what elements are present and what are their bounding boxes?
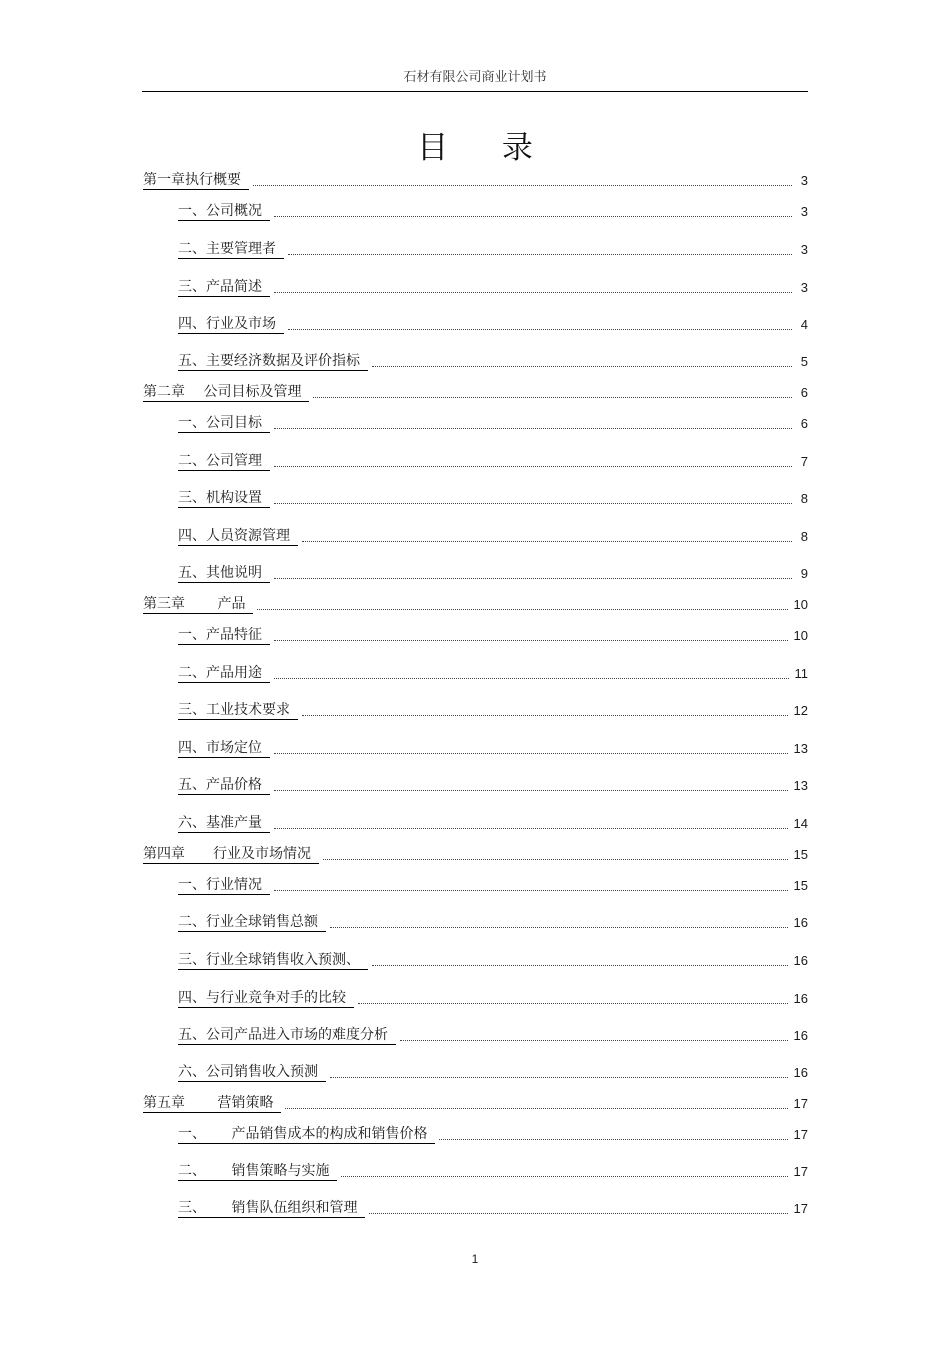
toc-section-entry[interactable] [178, 875, 808, 895]
toc-entry-page: 6 [800, 416, 808, 431]
toc-section-entry[interactable] [178, 775, 808, 795]
toc-entry-page: 17 [793, 1127, 808, 1142]
toc-dot-leader [330, 1077, 788, 1078]
toc-entry-label: 三、机构设置 [178, 490, 270, 508]
toc-section-entry[interactable] [178, 813, 808, 833]
toc-dot-leader [288, 254, 792, 255]
toc-entry-label: 二、产品用途 [178, 665, 270, 683]
toc-entry-label: 三、产品简述 [178, 279, 270, 297]
toc-entry-page: 16 [793, 1028, 808, 1043]
toc-entry-label: 四、人员资源管理 [178, 528, 298, 546]
toc-dot-leader [274, 216, 792, 217]
toc-dot-leader [274, 428, 792, 429]
toc-entry-label: 四、行业及市场 [178, 316, 284, 334]
toc-entry-page: 13 [793, 741, 808, 756]
toc-section-entry[interactable] [178, 277, 808, 297]
toc-entry-page: 8 [800, 491, 808, 506]
toc-dot-leader [274, 292, 792, 293]
toc-section-entry[interactable] [178, 239, 808, 259]
running-header: 石材有限公司商业计划书 [403, 70, 547, 85]
toc-dot-leader [313, 397, 792, 398]
toc-dot-leader [369, 1213, 787, 1214]
toc-entry-page: 11 [794, 666, 808, 681]
toc-entry-label: 二、公司管理 [178, 453, 270, 471]
toc-entry-page: 16 [793, 991, 808, 1006]
toc-entry-page: 16 [793, 1065, 808, 1080]
toc-entry-label: 二、主要管理者 [178, 241, 284, 259]
toc-dot-leader [302, 541, 792, 542]
toc-dot-leader [257, 609, 787, 610]
toc-section-entry[interactable] [178, 738, 808, 758]
toc-section-entry[interactable] [178, 1025, 808, 1045]
toc-section-entry[interactable] [178, 1198, 808, 1218]
page-number: 1 [471, 1252, 479, 1266]
toc-entry-label: 一、公司概况 [178, 203, 270, 221]
toc-dot-leader [274, 790, 788, 791]
toc-section-entry[interactable] [178, 526, 808, 546]
toc-section-entry[interactable] [178, 201, 808, 221]
toc-entry-label: 第四章 行业及市场情况 [143, 846, 319, 864]
toc-title: 目 录 [417, 130, 555, 166]
toc-section-entry[interactable] [178, 625, 808, 645]
toc-dot-leader [253, 185, 792, 186]
toc-dot-leader [288, 329, 792, 330]
toc-entry-page: 7 [800, 454, 808, 469]
toc-chapter-entry[interactable] [143, 170, 808, 190]
toc-dot-leader [274, 578, 792, 579]
toc-entry-label: 五、公司产品进入市场的难度分析 [178, 1027, 396, 1045]
toc-dot-leader [274, 640, 788, 641]
toc-entry-page: 15 [793, 847, 808, 862]
toc-entry-page: 10 [793, 597, 808, 612]
toc-section-entry[interactable] [178, 413, 808, 433]
toc-entry-page: 12 [793, 703, 808, 718]
toc-entry-page: 3 [800, 280, 808, 295]
toc-entry-label: 六、公司销售收入预测 [178, 1064, 326, 1082]
toc-dot-leader [341, 1176, 787, 1177]
toc-dot-leader [400, 1040, 788, 1041]
toc-section-entry[interactable] [178, 700, 808, 720]
toc-section-entry[interactable] [178, 988, 808, 1008]
toc-chapter-entry[interactable] [143, 382, 808, 402]
toc-dot-leader [302, 715, 788, 716]
toc-entry-label: 三、行业全球销售收入预测、 [178, 952, 368, 970]
toc-entry-page: 9 [800, 566, 808, 581]
toc-entry-label: 第一章执行概要 [143, 172, 249, 190]
toc-entry-page: 3 [800, 204, 808, 219]
toc-entry-page: 5 [800, 354, 808, 369]
toc-entry-page: 16 [793, 915, 808, 930]
toc-entry-label: 一、产品特征 [178, 627, 270, 645]
toc-dot-leader [274, 678, 789, 679]
toc-entry-page: 6 [800, 385, 808, 400]
toc-entry-page: 17 [793, 1096, 808, 1111]
toc-entry-label: 一、行业情况 [178, 877, 270, 895]
toc-section-entry[interactable] [178, 663, 808, 683]
toc-dot-leader [439, 1139, 787, 1140]
toc-dot-leader [323, 859, 788, 860]
toc-entry-label: 五、产品价格 [178, 777, 270, 795]
toc-dot-leader [274, 503, 792, 504]
toc-section-entry[interactable] [178, 451, 808, 471]
toc-entry-page: 8 [800, 529, 808, 544]
toc-dot-leader [358, 1003, 788, 1004]
toc-entry-page: 15 [793, 878, 808, 893]
toc-section-entry[interactable] [178, 1062, 808, 1082]
toc-entry-page: 10 [793, 628, 808, 643]
toc-dot-leader [330, 927, 788, 928]
toc-entry-label: 五、其他说明 [178, 565, 270, 583]
toc-dot-leader [372, 965, 788, 966]
toc-dot-leader [274, 466, 792, 467]
toc-entry-page: 17 [793, 1201, 808, 1216]
toc-entry-label: 三、 销售队伍组织和管理 [178, 1200, 365, 1218]
toc-entry-label: 四、与行业竞争对手的比较 [178, 990, 354, 1008]
toc-entry-label: 二、 销售策略与实施 [178, 1163, 337, 1181]
toc-entry-label: 三、工业技术要求 [178, 702, 298, 720]
toc-section-entry[interactable] [178, 314, 808, 334]
toc-dot-leader [285, 1108, 787, 1109]
toc-section-entry[interactable] [178, 563, 808, 583]
toc-entry-label: 一、 产品销售成本的构成和销售价格 [178, 1126, 435, 1144]
toc-entry-label: 二、行业全球销售总额 [178, 914, 326, 932]
toc-chapter-entry[interactable] [143, 594, 808, 614]
toc-entry-label: 四、市场定位 [178, 740, 270, 758]
toc-entry-label: 五、主要经济数据及评价指标 [178, 353, 368, 371]
toc-entry-page: 3 [800, 242, 808, 257]
toc-entry-label: 一、公司目标 [178, 415, 270, 433]
toc-section-entry[interactable] [178, 1161, 808, 1181]
toc-entry-page: 17 [793, 1164, 808, 1179]
toc-dot-leader [274, 753, 788, 754]
toc-entry-label: 六、基准产量 [178, 815, 270, 833]
toc-entry-page: 3 [800, 173, 808, 188]
toc-dot-leader [372, 366, 792, 367]
toc-chapter-entry[interactable] [143, 844, 808, 864]
toc-entry-label: 第三章 产品 [143, 596, 253, 614]
toc-entry-page: 16 [793, 953, 808, 968]
toc-dot-leader [274, 890, 788, 891]
toc-section-entry[interactable] [178, 950, 808, 970]
toc-dot-leader [274, 828, 788, 829]
toc-entry-label: 第二章 公司目标及管理 [143, 384, 309, 402]
toc-chapter-entry[interactable] [143, 1093, 808, 1113]
toc-entry-page: 13 [793, 778, 808, 793]
toc-section-entry[interactable] [178, 1124, 808, 1144]
toc-section-entry[interactable] [178, 912, 808, 932]
toc-section-entry[interactable] [178, 488, 808, 508]
toc-section-entry[interactable] [178, 351, 808, 371]
toc-entry-page: 14 [793, 816, 808, 831]
toc-entry-label: 第五章 营销策略 [143, 1095, 281, 1113]
toc-entry-page: 4 [800, 317, 808, 332]
